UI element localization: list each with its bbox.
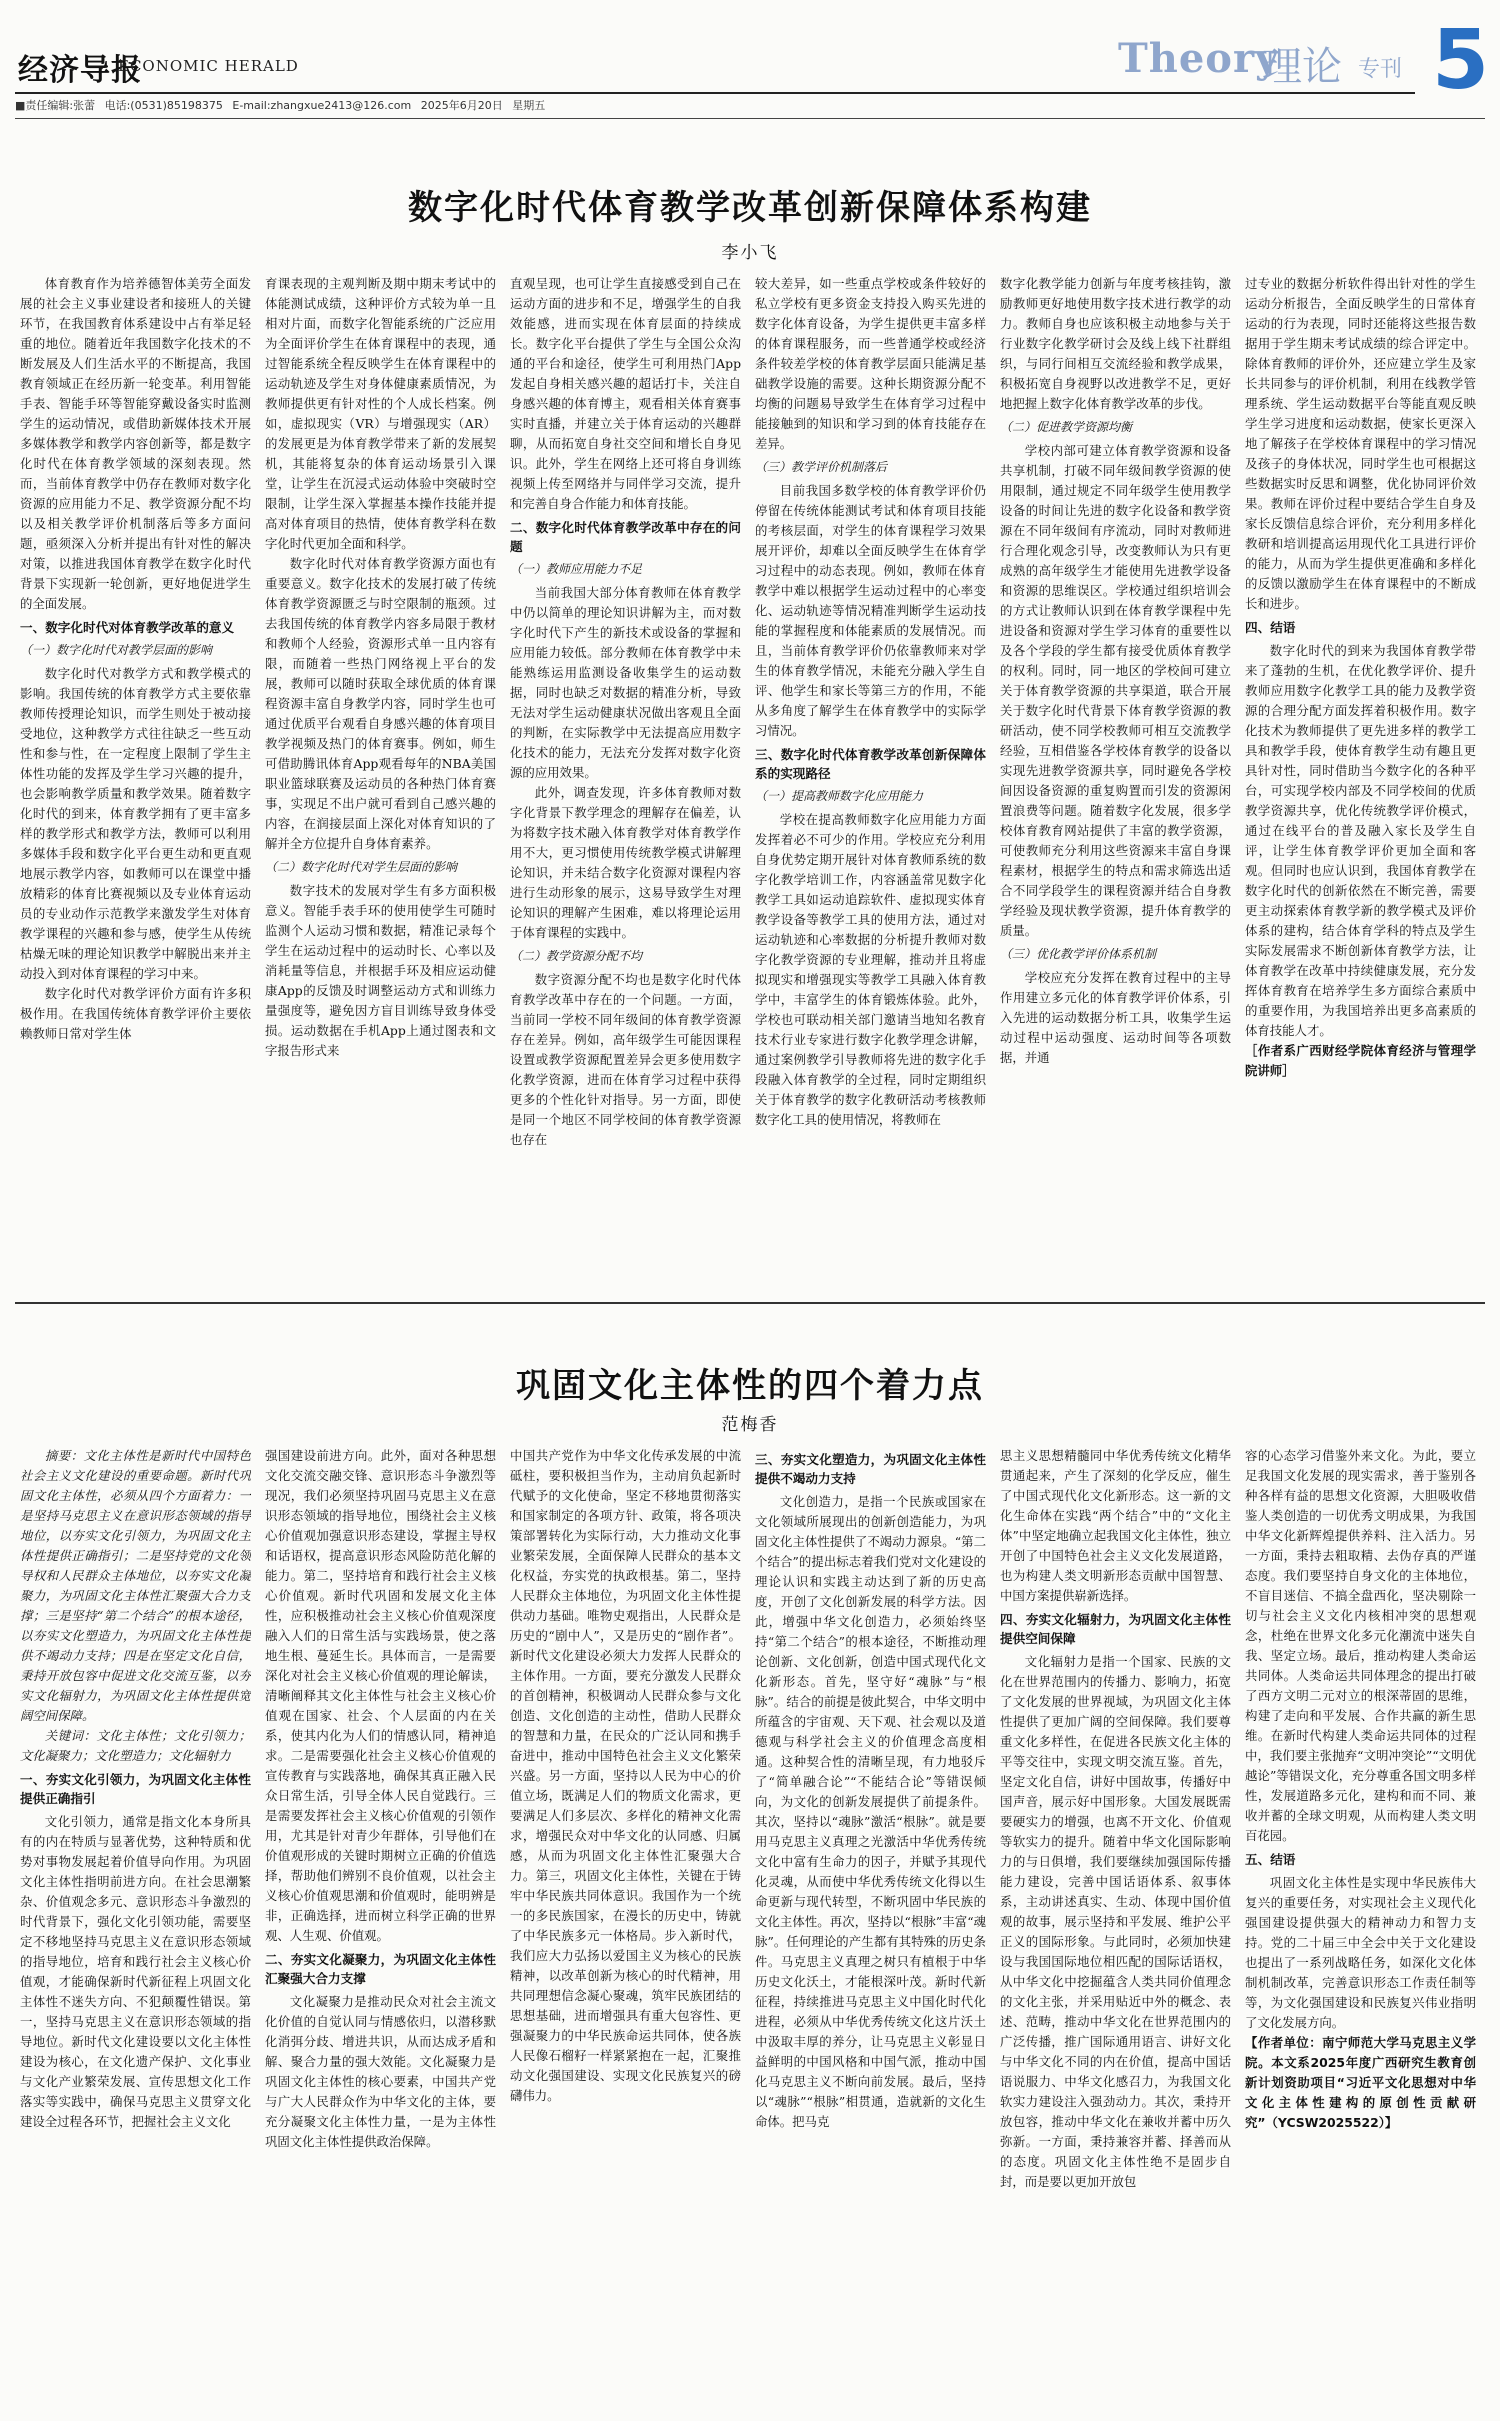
body-paragraph: 学校在提高教师数字化应用能力方面发挥着必不可少的作用。学校应充分利用自身优势定期开展针对体育教师系统的数字化教学培训工作，内容涵盖常见数字化教学工具如运动追踪软件、虚拟现实体育教学设备等教学工具的使用方法，通过对运动轨迹和心率数据的分析提升教师对数字化教学资源的专业理解，推动并且将虚拟现实和增强现实等教学工具融入体育教学中，丰富学生的体育锻炼体验。此外，学校也可联动相关部门邀请当地知名教育技术行业专家进行数字化教学理念讲解，通过案例教学引导教师将先进的数字化手段融入体育教学的全过程，同时定期组织关于体育教学的数字化教研活动考核教师数字化工具的使用情况，将教师在 [755,812,986,1127]
article1-column [510,274,741,1294]
abstract-paragraph: 关键词：文化主体性；文化引领力；文化凝聚力；文化塑造力；文化辐射力 [20,1728,251,1763]
section-heading: 一、数字化时代对体育教学改革的意义 [20,620,235,635]
section-heading: 三、夯实文化塑造力，为巩固文化主体性提供不竭动力支持 [755,1452,986,1486]
article1-column [1245,274,1476,1294]
body-paragraph: 数字化时代的到来为我国体育教学带来了蓬勃的生机，在优化教学评价、提升教师应用数字化教学工具的能力及教学资源的合理分配方面发挥着积极作用。数字化技术为教师提供了更先进多样的教学工具和教学手段，使体育教学生动有趣且更具针对性，同时借助当今数字化的各种平台，可实现学校内部及不同学校间的优质教学资源共享，优化传统教学评价模式，通过在线平台的普及融入家长及学生自评，让学生体育教学评价更加全面和客观。但同时也应认识到，我国体育教学在数字化时代的创新依然在不断完善，需要更主动探索体育教学新的教学模式及评价体系的建构，结合体育学科的特点及学生实际发展需求不断创新体育教学方法，让体育教学在改革中持续健康发展，充分发挥体育教育在培养学生多方面综合素质中的重要作用，为我国培养出更多高素质的体育技能人才。 [1245,643,1476,1038]
body-paragraph: 数字化时代对教学评价方面有许多积极作用。在我国传统体育教学评价主要依赖教师日常对学生体 [20,986,251,1041]
article2-column [1000,1446,1231,2411]
page-number: 5 [1432,13,1490,108]
article2-column [265,1446,496,2411]
newspaper-name-en: ECONOMIC HERALD [118,57,299,75]
section-heading: 五、结语 [1245,1852,1296,1867]
subsection-heading: （一）提高教师数字化应用能力 [755,789,924,803]
section-title-en: Theory [1118,35,1280,82]
section-heading: 二、数字化时代体育教学改革中存在的问题 [510,520,741,554]
masthead [0,0,1500,118]
abstract-paragraph: 摘要：文化主体性是新时代中国特色社会主义文化建设的重要命题。新时代巩固文化主体性，必须从四个方面着力：一是坚持马克思主义在意识形态领域的指导地位，以夯实文化引领力，为巩固文化主体性提供正确指引；二是坚持党的文化领导权和人民群众主体地位，以夯实文化凝聚力，为巩固文化主体性汇聚强大合力支撑；三是坚持“第二个结合”的根本途径，以夯实文化塑造力，为巩固文化主体性提供不竭动力支持；四是在坚定文化自信，秉持开放包容中促进文化交流互鉴，以夯实文化辐射力，为巩固文化主体性提供宽阔空间保障。 [20,1448,251,1723]
section-heading: 一、夯实文化引领力，为巩固文化主体性提供正确指引 [20,1772,251,1806]
article2-body [20,1446,1480,2411]
body-paragraph: 此外，调查发现，许多体育教师对数字化背景下教学理念的理解存在偏差，认为将数字技术融入体育教学对体育教学作用不大，更习惯使用传统教学模式讲解理论知识，并未结合数字化资源对课程内容进行生动形象的展示，这易导致学生对理论知识的理解产生困难，难以将理论运用于体育课程的实践中。 [510,785,741,940]
subsection-heading: （三）优化教学评价体系机制 [1000,947,1157,961]
body-paragraph: 文化凝聚力是推动民众对社会主流文化价值的自觉认同与情感依归，以潜移默化消弭分歧、增进共识，从而达成矛盾和解、聚合力量的强大效能。文化凝聚力是巩固文化主体性的核心要素，中国共产党与广大人民群众作为中华文化的主体，要充分凝聚文化主体性力量，一是为主体性巩固文化主体性提供政治保障。 [265,1994,496,2149]
author-note: ［作者系广西财经学院体育经济与管理学院讲师］ [1245,1043,1476,1078]
section-heading: 二、夯实文化凝聚力，为巩固文化主体性汇聚强大合力支撑 [265,1952,496,1986]
body-paragraph: 当前我国大部分体育教师在体育教学中仍以简单的理论知识讲解为主，而对数字化时代下产生的新技术或设备的掌握和应用能力较低。部分教师在体育教学中未能熟练运用监测设备收集学生的运动数据，同时也缺乏对数据的精准分析，导致无法对学生运动健康状况做出客观且全面的判断，在实际教学中无法提高应用数字化技术的能力，无法充分发挥对数字化资源的应用效果。 [510,585,741,780]
article1-column [755,274,986,1294]
body-paragraph: 文化辐射力是指一个国家、民族的文化在世界范围内的传播力、影响力，拓宽了文化发展的世界视域，为巩固文化主体性提供了更加广阔的空间保障。我们要尊重文化多样性，在促进各民族文化主体的平等交往中，实现文明交流互鉴。首先，坚定文化自信，讲好中国故事，传播好中国声音，展示好中国形象。大国发展既需要硬实力的增强，也离不开文化、价值观等软实力的提升。随着中华文化国际影响力的与日俱增，我们要继续加强国际传播能力建设，完善中国话语体系、叙事体系，主动讲述真实、生动、体现中国价值观的故事，展示坚持和平发展、维护公平正义的国际形象。与此同时，必须加快建设与我国国际地位相匹配的国际话语权，从中华文化中挖掘蕴含人类共同价值理念的文化主张，并采用贴近中外的概念、表述、范畴，推动中华文化在世界范围内的广泛传播，推广国际通用语言、讲好文化与中华文化不同的内在价值，提高中国话语说服力、中华文化感召力，为我国文化软实力建设注入强劲动力。其次，秉持开放包容，推动中华文化在兼收并蓄中历久弥新。一方面，秉持兼容并蓄、择善而从的态度。巩固文化主体性绝不是固步自封，而是要以更加开放包 [1000,1654,1231,2189]
subsection-heading: （三）教学评价机制落后 [755,460,888,474]
article2-column [510,1446,741,2411]
body-paragraph: 文化创造力，是指一个民族或国家在文化领域所展现出的创新创造能力，为巩固文化主体性提供了不竭动力源泉。“第二个结合”的提出标志着我们党对文化建设的理论认识和实践主动达到了新的历史高度，开创了文化创新发展的科学方法。因此，增强中华文化创造力，必须始终坚持“第二个结合”的根本途径，不断推动理论创新、文化创新，创造中国式现代化文化新形态。首先，坚守好“魂脉”与“根脉”。结合的前提是彼此契合，中华文明中所蕴含的宇宙观、天下观、社会观以及道德观与科学社会主义的价值理念高度相通。这种契合性的清晰呈现，有力地驳斥了“简单融合论”“不能结合论”等错误倾向，为文化的创新发展提供了前提条件。其次，坚持以“魂脉”激活“根脉”。就是要用马克思主义真理之光激活中华优秀传统文化中富有生命力的因子，并赋予其现代化灵魂，从而使中华优秀传统文化得以生命更新与现代转型，不断巩固中华民族的文化主体性。再次，坚持以“根脉”丰富“魂脉”。任何理论的产生都有其特殊的历史条件。马克思主义真理之树只有植根于中华历史文化沃土，才能根深叶茂。新时代新征程，持续推进马克思主义中国化时代化进程，必须从中华优秀传统文化这片沃土中汲取丰厚的养分，让马克思主义彰显日益鲜明的中国风格和中国气派，推动中国化马克思主义不断向前发展。最后，坚持以“魂脉”“根脉”相贯通，造就新的文化生命体。把马克 [755,1494,986,2129]
body-paragraph: 过专业的数据分析软件得出针对性的学生运动分析报告，全面反映学生的日常体育运动的行为表现，同时还能将这些报告数据用于学生期末考试成绩的综合评定中。除体育教师的评价外，还应建立学生及家长共同参与的评价机制，利用在线教学管理系统、学生运动数据平台等能直观反映学生学习进度和运动数据，使家长更深入地了解孩子在学校体育课程中的学习情况及孩子的身体状况，同时学生也可根据这些数据实时反思和调整，优化协同评价效果。教师在评价过程中要结合学生自身及家长反馈信息综合评价，充分利用多样化教研和培训提高运用现代化工具进行评价的能力，从而为学生提供更准确和多样化的反馈以激励学生在体育课程中的不断成长和进步。 [1245,276,1476,611]
article1-column [265,274,496,1294]
body-paragraph: 数字化时代对体育教学资源方面也有重要意义。数字化技术的发展打破了传统体育教学资源匮乏与时空限制的瓶颈。过去我国传统的体育教学内容多局限于教材和教师个人经验，资源形式单一且内容有限，而随着一些热门网络视上平台的发展，教师可以随时获取全球优质的体育课程资源丰富自身教学内容，同时学生也可通过优质平台观看自身感兴趣的体育项目教学视频及热门的体育赛事。例如，师生可借助腾讯体育App观看每年的NBA美国职业篮球联赛及运动员的各种热门体育赛事，实现足不出户就可看到自己感兴趣的内容，在润接层面上深化对体育知识的了解并全方位提升自身体育素养。 [265,556,496,851]
body-paragraph: 思主义思想精髓同中华优秀传统文化精华贯通起来，产生了深刻的化学反应，催生了中国式现代化文化新形态。这一新的文化生命体在实践“两个结合”中的“文化主体”中坚定地确立起我国文化主体性，独立开创了中国特色社会主义文化发展道路，也为构建人类文明新形态贡献中国智慧、中国方案提供崭新选择。 [1000,1448,1231,1603]
article1-column [1000,274,1231,1294]
article1-author: 李小飞 [721,243,779,263]
masthead-bottom-rule [15,118,1485,119]
body-paragraph: 数字技术的发展对学生有多方面积极意义。智能手表手环的使用使学生可随时监测个人运动习惯和数据，精准记录每个学生在运动过程中的运动时长、心率以及消耗量等信息，并根据手环及相应运动健康App的反馈及时调整运动方式和训练力量强度等，避免因方盲目训练导致身体受损。运动数据在手机App上通过图表和文字报告形式来 [265,883,496,1058]
body-paragraph: 文化引领力，通常是指文化本身所具有的内在特质与显著优势，这种特质和优势对事物发展起着价值导向作用。为巩固文化主体性指明前进方向。在社会思潮繁杂、价值观念多元、意识形态斗争激烈的时代背景下，强化文化引领功能，需要坚定不移地坚持马克思主义在意识形态领域的指导地位，培育和践行社会主义核心价值观，才能确保新时代新征程上巩固文化主体性不迷失方向、不犯颠覆性错误。第一，坚持马克思主义在意识形态领域的指导地位。新时代文化建设要以文化主体性建设为核心，在文化遗产保护、文化事业与文化产业繁荣发展、宣传思想文化工作落实等实践中，确保马克思主义贯穿文化建设全过程各环节，把握社会主义文化 [20,1814,251,2129]
masthead-rule [15,92,1415,94]
body-paragraph: 育课表现的主观判断及期中期末考试中的体能测试成绩，这种评价方式较为单一且相对片面，而数字化智能系统的广泛应用为全面评价学生在体育课程中的表现，通过智能系统全程反映学生在体育课程中的运动轨迹及学生对身体健康素质情况，为教师提供更有针对性的个人成长档案。例如，虚拟现实（VR）与增强现实（AR）的发展更是为体育教学带来了新的发展契机，其能将复杂的体育运动场景引入课堂，让学生在沉浸式运动体验中突破时空限制，让学生深入掌握基本操作技能并提高对体育项目的热情，使体育教学科在数字化时代更加全面和科学。 [265,276,496,551]
body-paragraph: 中国共产党作为中华文化传承发展的中流砥柱，要积极担当作为，主动肩负起新时代赋予的文化使命，坚定不移地贯彻落实和国家制定的各项方针、政策，将各项决策部署转化为实际行动，大力推动文化事业繁荣发展，全面保障人民群众的基本文化权益，夯实党的执政根基。第二，坚持人民群众主体地位，为巩固文化主体性提供动力基础。唯物史观指出，人民群众是历史的“剧中人”，又是历史的“剧作者”。新时代文化建设必须大力发挥人民群众的主体作用。一方面，要充分激发人民群众的首创精神，积极调动人民群众参与文化创造、文化创造的主动性，借助人民群众的智慧和力量，在民众的广泛认同和携手奋进中，推动中国特色社会主义文化繁荣兴盛。另一方面，坚持以人民为中心的价值立场，既满足人们的物质文化需求，更要满足人们多层次、多样化的精神文化需求，增强民众对中华文化的认同感、归属感，从而为巩固文化主体性汇聚强大合力。第三，巩固文化主体性，关键在于铸牢中华民族共同体意识。我国作为一个统一的多民族国家，在漫长的历史中，铸就了中华民族多元一体格局。步入新时代，我们应大力弘扬以爱国主义为核心的民族精神，以改革创新为核心的时代精神，用共同理想信念凝心聚魂，筑牢民族团结的思想基础，进而增强具有重大包容性、更强凝聚力的中华民族命运共同体，使各族人民像石榴籽一样紧紧抱在一起，汇聚推动文化强国建设、实现文化民族复兴的磅礴伟力。 [510,1448,741,2103]
body-paragraph: 巩固文化主体性是实现中华民族伟大复兴的重要任务，对实现社会主义现代化强国建设提供强大的精神动力和智力支持。党的二十届三中全会中关于文化建设也提出了一系列战略任务，如深化文化体制机制改革，完善意识形态工作责任制等等，为文化强国建设和民族复兴伟业指明了文化发展方向。 [1245,1875,1476,2030]
article2-column [755,1446,986,2411]
article1-column [20,274,251,1294]
article2-title: 巩固文化主体性的四个着力点 [516,1366,984,1406]
article2-column [1245,1446,1476,2411]
section-heading: 三、数字化时代体育教学改革创新保障体系的实现路径 [755,747,986,781]
editor-info-line: ■责任编辑:张蕾 电话:(0531)85198375 E-mail:zhangxue2413@126.com 2025年6月20日 星期五 [15,99,546,112]
special-issue-label: 专刊 [1358,57,1403,82]
section-heading: 四、夯实文化辐射力，为巩固文化主体性提供空间保障 [1000,1612,1231,1646]
article2-column [20,1446,251,2411]
subsection-heading: （二）促进教学资源均衡 [1000,420,1133,434]
subsection-heading: （一）教师应用能力不足 [510,562,643,576]
subsection-heading: （一）数字化时代对教学层面的影响 [20,643,213,657]
article1-body [20,274,1480,1294]
article-separator [15,1302,1485,1304]
body-paragraph: 目前我国多数学校的体育教学评价仍停留在传统体能测试考试和体育项目技能的考核层面，对学生的体育课程学习效果展开评价，却难以全面反映学生在体育学习过程中的动态表现。例如，教师在体育教学中难以根据学生运动过程中的心率变化、运动轨迹等情况精准判断学生运动技能的掌握程度和体能素质的发展情况。而且，当前体育教学评价仍依靠教师来对学生的体育教学情况，未能充分融入学生自评、他学生和家长等第三方的作用，不能从多角度了解学生在体育教学中的实际学习情况。 [755,483,986,738]
newspaper-name: 经济导报 [18,53,142,88]
body-paragraph: 学校应充分发挥在教育过程中的主导作用建立多元化的体育教学评价体系，引入先进的运动数据分析工具，收集学生运动过程中运动强度、运动时间等各项数据，并通 [1000,970,1231,1065]
body-paragraph: 较大差异，如一些重点学校或条件较好的私立学校有更多资金支持投入购买先进的数字化体育设备，为学生提供更丰富多样的体育课程服务，而一些普通学校或经济条件较差学校的体育教学层面只能满足基础教学设施的需要。这种长期资源分配不均衡的问题易导致学生在体育学习过程中能接触到的知识和学习到的体育技能存在差异。 [755,276,986,451]
subsection-heading: （二）教学资源分配不均 [510,949,643,963]
body-paragraph: 数字化教学能力创新与年度考核挂钩，激励教师更好地使用数字技术进行教学的动力。教师自身也应该积极主动地参与关于行业数字化教学研讨会及线上线下社群组织，与同行间相互交流经验和教学成果，积极拓宽自身视野以改进教学不足，更好地把握上数字化体育教学改革的步伐。 [1000,276,1231,411]
section-heading: 四、结语 [1245,620,1296,635]
article2-author: 范梅香 [721,1415,779,1435]
subsection-heading: （二）数字化时代对学生层面的影响 [265,860,458,874]
article1-title: 数字化时代体育教学改革创新保障体系构建 [408,188,1092,228]
section-title-cn: 理论 [1262,44,1342,90]
body-paragraph: 体育教育作为培养德智体美劳全面发展的社会主义事业建设者和接班人的关键环节，在我国教育体系建设中占有举足轻重的地位。随着近年我国数字化技术的不断发展及人们生活水平的不断提高，我国教育领域正在经历新一轮变革。利用智能手表、智能手环等智能穿戴设备实时监测学生的运动情况，或借助新媒体技术开展多媒体教学和教学内容创新等，都是数字化时代在体育教学领域的深刻表现。然而，当前体育教学中仍存在教师对数字化资源的应用能力不足、教学资源分配不均以及相关教学评价机制落后等多方面问题，亟须深入分析并提出有针对性的解决对策，以推进我国体育教学在数字化时代背景下实现新一轮创新，更好地促进学生的全面发展。 [20,276,251,611]
body-paragraph: 强国建设前进方向。此外，面对各种思想文化交流交融交锋、意识形态斗争激烈等现况，我们必须坚持巩固马克思主义在意识形态领域的指导地位，围绕社会主义核心价值观加强意识形态建设，掌握主导权和话语权，提高意识形态风险防范化解的能力。第二，坚持培育和践行社会主义核心价值观。新时代巩固和发展文化主体性，应积极推动社会主义核心价值观深度融入人们的日常生活与实践场景，使之落地生根、蔓延生长。具体而言，一是需要深化对社会主义核心价值观的理论解读，清晰阐释其文化主体性与社会主义核心价值观在国家、社会、个人层面的内在关系，使其内化为人们的情感认同，精神追求。二是需要强化社会主义核心价值观的宣传教育与实践落地，确保其真正融入民众日常生活，引导全体人民自觉践行。三是需要发挥社会主义核心价值观的引领作用，尤其是针对青少年群体，引导他们在价值观形成的关键时期树立正确的价值选择，帮助他们辨别不良价值观，以社会主义核心价值观思潮和价值观时，能明辨是非，正确选择，进而树立科学正确的世界观、人生观、价值观。 [265,1448,496,1943]
author-note: 【作者单位：南宁师范大学马克思主义学院。本文系2025年度广西研究生教育创新计划资助项目“习近平文化思想对中华文化主体性建构的原创性贡献研究”（YCSW2025522）】 [1245,2035,1476,2130]
body-paragraph: 直观呈现，也可让学生直接感受到自己在运动方面的进步和不足，增强学生的自我效能感，进而实现在体育层面的持续成长。数字化平台提供了学生与全国公众沟通的平台和途径，使学生可利用热门App发起自身相关感兴趣的超话打卡，关注自身感兴趣的体育博主，观看相关体育赛事实时直播，并建立关于体育运动的兴趣群聊，从而拓宽自身社交空间和增长自身见识。此外，学生在网络上还可将自身训练视频上传至网络并与同伴学习交流，提升和完善自身合作能力和体育技能。 [510,276,741,511]
body-paragraph: 数字化时代对教学方式和教学模式的影响。我国传统的体育教学方式主要依靠教师传授理论知识，而学生则处于被动接受地位，这种教学方式往往缺乏一些互动性和参与性，在一定程度上限制了学生主体性功能的发挥及学生学习兴趣的提升，也会影响教学质量和教学效果。随着数字化时代的到来，体育教学拥有了更丰富多样的教学形式和教学方法，教师可以利用多媒体手段和数字化平台更生动和更直观地展示教学内容，如教师可以在课堂中播放精彩的体育比赛视频以及专业体育运动员的专业动作示范教学来激发学生对体育教学课程的兴趣和参与感，使学生从传统枯燥无味的理论知识教学中解脱出来并主动投入到对体育课程的学习中来。 [20,666,251,981]
body-paragraph: 容的心态学习借鉴外来文化。为此，要立足我国文化发展的现实需求，善于鉴别各种各样有益的思想文化资源，大胆吸收借鉴人类创造的一切优秀文明成果，为我国中华文化新辉煌提供养料、注入活力。另一方面，秉持去粗取精、去伪存真的严谨态度。我们要坚持自身文化的主体地位，不盲目迷信、不搞全盘西化，坚决剔除一切与社会主义文化内核相冲突的思想观念，杜绝在世界文化多元化潮流中迷失自我、坚定立场。最后，推动构建人类命运共同体。人类命运共同体理念的提出打破了西方文明二元对立的根深蒂固的思维，构建了走向和平发展、合作共赢的新生思维。在新时代构建人类命运共同体的过程中，我们要主张抛弃“文明冲突论”“文明优越论”等错误文化，充分尊重各国文明多样性，发展道路多元化，建构和而不同、兼收并蓄的全球文明观，从而构建人类文明百花园。 [1245,1448,1476,1843]
body-paragraph: 学校内部可建立体育教学资源和设备共享机制，打破不同年级间教学资源的使用限制，通过规定不同年级学生使用教学设备的时间让先进的数字化设备和教学资源在不同年级间有序流动，同时对教师进行合理化观念引导，改变教师认为只有更成熟的高年级学生才能使用先进教学设备和资源的思维误区。学校通过组织培训会的方式让教师认识到在体育教学课程中先进设备和资源对学生学习体育的重要性以及各个学段的学生都有接受优质体育教学的权利。同时，同一地区的学校间可建立关于体育教学资源的共享渠道，联合开展关于数字化时代背景下体育教学资源的教研活动，使不同学校教师可相互交流教学经验，互相借鉴各学校体育教学的设备以实现先进教学资源共享，同时避免各学校间因设备资源的重复购置而引发的资源闲置浪费等问题。随着数字化发展，很多学校体育教育网站提供了丰富的教学资源，可使教师充分利用这些资源来丰富自身课程素材，根据学生的特点和需求筛选出适合不同学段学生的课程资源并结合自身教学经验及现状教学资源，提升体育教学的质量。 [1000,443,1231,938]
body-paragraph: 数字资源分配不均也是数字化时代体育教学改革中存在的一个问题。一方面，当前同一学校不同年级间的体育教学资源存在差异。例如，高年级学生可能因课程设置或教学资源配置差异会更多使用数字化教学资源，进而在体育学习过程中获得更多的个性化针对指导。另一方面，即使是同一个地区不同学校间的体育教学资源也存在 [510,972,741,1147]
